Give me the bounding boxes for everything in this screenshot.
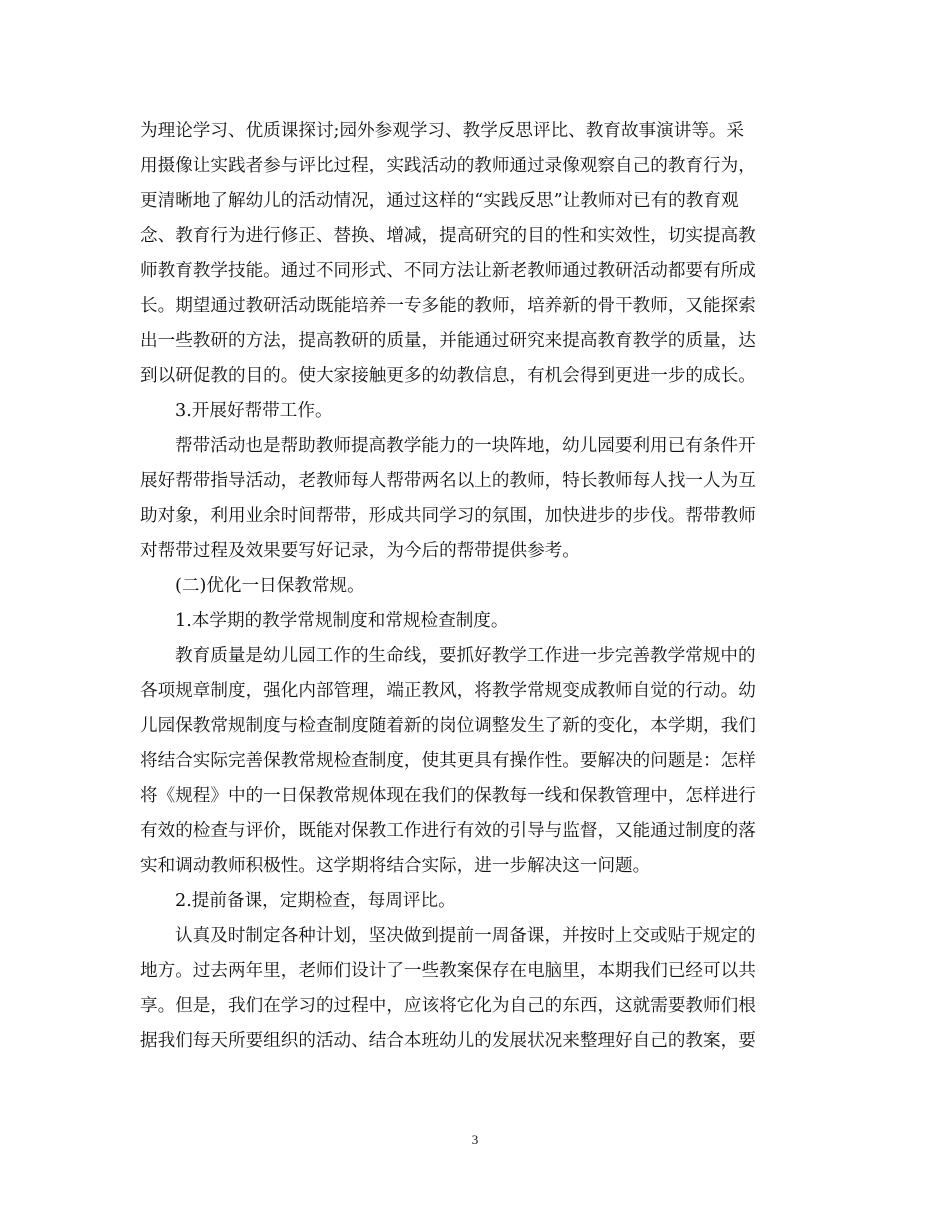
text-line: 有效的检查与评价，既能对保教工作进行有效的引导与监督，又能通过制度的落 [140,821,756,841]
text-line: 帮带活动也是帮助教师提高教学能力的一块阵地，幼儿园要利用已有条件开 [175,436,756,456]
text-line: 各项规章制度，强化内部管理，端正教风，将教学常规变成教师自觉的行动。幼 [140,681,756,701]
section-heading: 1.本学期的教学常规制度和常规检查制度。 [175,611,509,631]
text-line: 据我们每天所要组织的活动、结合本班幼儿的发展状况来整理好自己的教案，要 [140,1031,756,1051]
text-line: 认真及时制定各种计划，坚决做到提前一周备课，并按时上交或贴于规定的 [175,926,756,946]
section-heading: (二)优化一日保教常规。 [175,576,365,596]
text-line: 教育质量是幼儿园工作的生命线，要抓好教学工作进一步完善教学常规中的 [175,646,756,666]
text-line: 更清晰地了解幼儿的活动情况，通过这样的“实践反思”让教师对已有的教育观 [140,191,739,211]
text-line: 助对象，利用业余时间帮带，形成共同学习的氛围，加快进步的步伐。帮带教师 [140,506,756,526]
text-line: 将结合实际完善保教常规检查制度，使其更具有操作性。要解决的问题是：怎样 [140,751,756,771]
text-line: 用摄像让实践者参与评比过程，实践活动的教师通过录像观察自己的教育行为， [140,156,756,176]
text-line: 将《规程》中的一日保教常规体现在我们的保教每一线和保教管理中，怎样进行 [140,786,756,806]
text-line: 展好帮带指导活动，老教师每人帮带两名以上的教师，特长教师每人找一人为互 [140,471,756,491]
text-line: 出一些教研的方法，提高教研的质量，并能通过研究来提高教育教学的质量，达 [140,331,756,351]
text-line: 儿园保教常规制度与检查制度随着新的岗位调整发生了新的变化，本学期，我们 [140,716,756,736]
text-line: 到以研促教的目的。使大家接触更多的幼教信息，有机会得到更进一步的成长。 [140,366,756,386]
text-line: 长。期望通过教研活动既能培养一专多能的教师，培养新的骨干教师，又能探索 [140,296,756,316]
section-heading: 2.提前备课，定期检查，每周评比。 [175,891,456,911]
text-line: 为理论学习、优质课探讨;园外参观学习、教学反思评比、教育故事演讲等。采 [140,121,745,141]
text-line: 实和调动教师积极性。这学期将结合实际，进一步解决这一问题。 [140,856,651,876]
text-line: 念、教育行为进行修正、替换、增减，提高研究的目的性和实效性，切实提高教 [140,226,756,246]
text-line: 师教育教学技能。通过不同形式、不同方法让新老教师通过教研活动都要有所成 [140,261,756,281]
body-text [140,114,810,1059]
section-heading: 3.开展好帮带工作。 [175,401,333,421]
text-line: 地方。过去两年里，老师们设计了一些教案保存在电脑里，本期我们已经可以共 [140,961,756,981]
text-line: 享。但是，我们在学习的过程中，应该将它化为自己的东西，这就需要教师们根 [140,996,756,1016]
text-line: 对帮带过程及效果要写好记录，为今后的帮带提供参考。 [140,541,580,561]
page-number: 3 [471,1132,479,1147]
